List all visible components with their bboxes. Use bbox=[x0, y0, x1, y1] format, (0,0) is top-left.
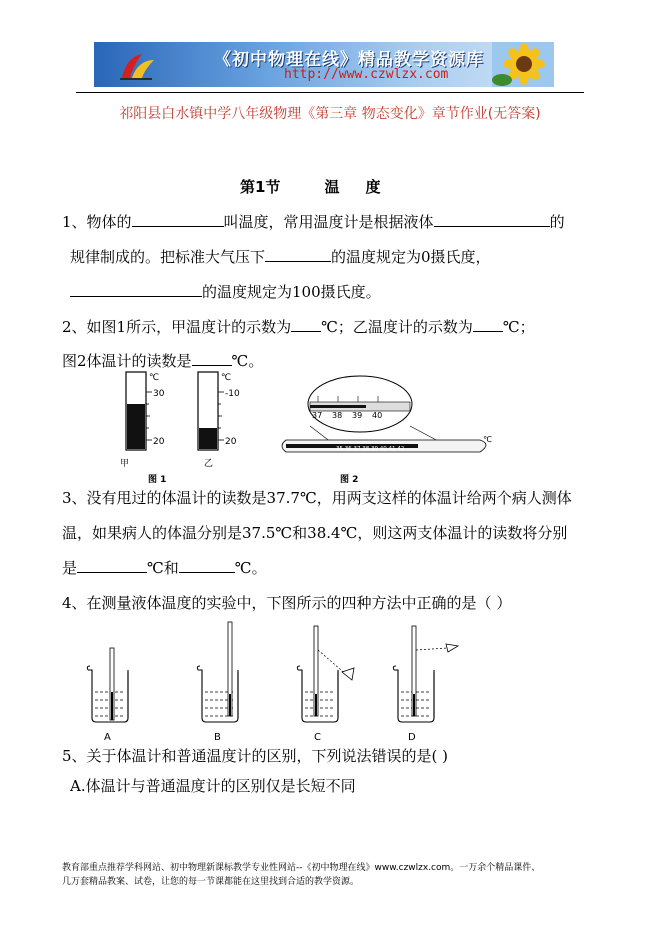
q5-option-a: A.体温计与普通温度计的区别仅是长短不同 bbox=[70, 777, 356, 795]
beaker-option-d bbox=[393, 626, 458, 743]
q1-text-2b: 的温度规定为0摄氏度， bbox=[331, 248, 491, 266]
q1-blank-1[interactable] bbox=[132, 211, 224, 227]
q1-text-1c: 的 bbox=[549, 213, 565, 231]
fig2-tick-38: 38 bbox=[332, 411, 343, 420]
footer-line-2: 几万套精品教案、试卷，让您的每一节课都能在这里找到合适的教学资源。 bbox=[62, 877, 360, 887]
section-title-b: 度 bbox=[365, 178, 381, 196]
q4-text: 4、在测量液体温度的实验中，下图所示的四种方法中正确的是（ ） bbox=[62, 594, 512, 612]
q4-beakers-figure bbox=[86, 620, 486, 748]
q5-text: 5、关于体温计和普通温度计的区别，下列说法错误的是( ) bbox=[62, 747, 449, 765]
sunflower-icon bbox=[492, 42, 554, 87]
q4-label-b: B bbox=[214, 732, 221, 743]
q4-label-c: C bbox=[314, 732, 321, 743]
q2-text-2b: ℃。 bbox=[231, 352, 264, 370]
q1-blank-3[interactable] bbox=[265, 246, 331, 262]
fig2-tick-40: 40 bbox=[372, 411, 383, 420]
header-rule bbox=[76, 92, 584, 93]
q2-text-1a: 2、如图1所示，甲温度计的示数为 bbox=[62, 318, 292, 336]
q2-text-1c: ℃； bbox=[502, 318, 535, 336]
q3-text-3a: 是 bbox=[62, 559, 78, 577]
section-title-a: 温 bbox=[324, 178, 340, 196]
thermometer-yi bbox=[198, 372, 240, 469]
q2-blank-3[interactable] bbox=[192, 350, 232, 366]
banner-title: 《初中物理在线》精品教学资源库 bbox=[214, 50, 484, 70]
q1-text-3b: 的温度规定为100摄氏度。 bbox=[202, 283, 381, 301]
q4-label-d: D bbox=[408, 732, 416, 743]
fig1-label-jia: 甲 bbox=[120, 459, 130, 469]
q2-text-2a: 图2体温计的读数是 bbox=[62, 352, 192, 370]
q2-blank-1[interactable] bbox=[291, 316, 321, 332]
fig1-unit-a: ℃ bbox=[149, 373, 160, 383]
footer-line-1: 教育部重点推荐学科网站、初中物理新课标教学专业性网站--《初中物理在线》www.czwlzx.com。一万余个精品课件、 bbox=[62, 863, 541, 873]
beaker-option-b bbox=[197, 622, 238, 743]
q1-text-2a: 规律制成的。把标准大气压下 bbox=[70, 248, 266, 266]
document-subtitle: 祁阳县白水镇中学八年级物理《第三章 物态变化》章节作业(无答案) bbox=[119, 106, 541, 122]
page-footer bbox=[62, 861, 622, 889]
q3-blank-2[interactable] bbox=[179, 557, 235, 573]
q1-blank-4[interactable] bbox=[70, 281, 202, 297]
q3-line3 bbox=[62, 557, 267, 578]
site-logo-icon bbox=[116, 50, 156, 80]
fig1-label-yi: 乙 bbox=[204, 459, 214, 469]
q3-text-3b: ℃和 bbox=[147, 559, 179, 577]
fig1-caption: 图 1 bbox=[148, 475, 167, 485]
fig1-tick-a1: 20 bbox=[153, 437, 165, 447]
fig2-small-scale: 35 36 37 38 39 40 41 42 bbox=[336, 446, 405, 452]
thermometer-jia bbox=[120, 372, 165, 469]
q3-line1: 3、没有甩过的体温计的读数是37.7℃，用两支这样的体温计给两个病人测体 bbox=[62, 489, 572, 507]
q2-line1 bbox=[62, 316, 535, 337]
q1-line2 bbox=[70, 246, 491, 267]
beaker-option-a bbox=[87, 648, 128, 743]
beaker-option-c bbox=[297, 626, 354, 743]
fig2-caption: 图 2 bbox=[340, 475, 359, 485]
q2-blank-2[interactable] bbox=[473, 316, 503, 332]
q2-figures bbox=[100, 368, 520, 486]
fig1-tick-b1: 20 bbox=[225, 437, 237, 447]
fig2-tick-37: 37 bbox=[312, 411, 323, 420]
fig2-tick-39: 39 bbox=[352, 411, 363, 420]
q3-blank-1[interactable] bbox=[77, 557, 147, 573]
header-banner bbox=[94, 42, 554, 87]
fig1-unit-b: ℃ bbox=[221, 373, 232, 383]
q3-text-3c: ℃。 bbox=[234, 559, 267, 577]
fig2-unit: ℃ bbox=[483, 435, 492, 444]
clinical-thermometer bbox=[282, 376, 492, 452]
fig1-tick-a0: 30 bbox=[153, 389, 165, 399]
q1-text-1b: 叫温度，常用温度计是根据液体 bbox=[223, 213, 434, 231]
q1-blank-2[interactable] bbox=[434, 211, 550, 227]
banner-url[interactable]: http://www.czwlzx.com bbox=[284, 67, 449, 82]
q1-line3 bbox=[70, 281, 381, 302]
section-number: 第1节 bbox=[240, 178, 281, 196]
section-title bbox=[240, 176, 380, 197]
q1-line1 bbox=[62, 211, 565, 232]
q3-line2: 温，如果病人的体温分别是37.5℃和38.4℃，则这两支体温计的读数将分别 bbox=[62, 524, 568, 542]
q1-text-1a: 1、物体的 bbox=[62, 213, 132, 231]
fig1-tick-b0: -10 bbox=[225, 389, 240, 399]
q4-label-a: A bbox=[104, 732, 111, 743]
q2-text-1b: ℃；乙温度计的示数为 bbox=[321, 318, 473, 336]
